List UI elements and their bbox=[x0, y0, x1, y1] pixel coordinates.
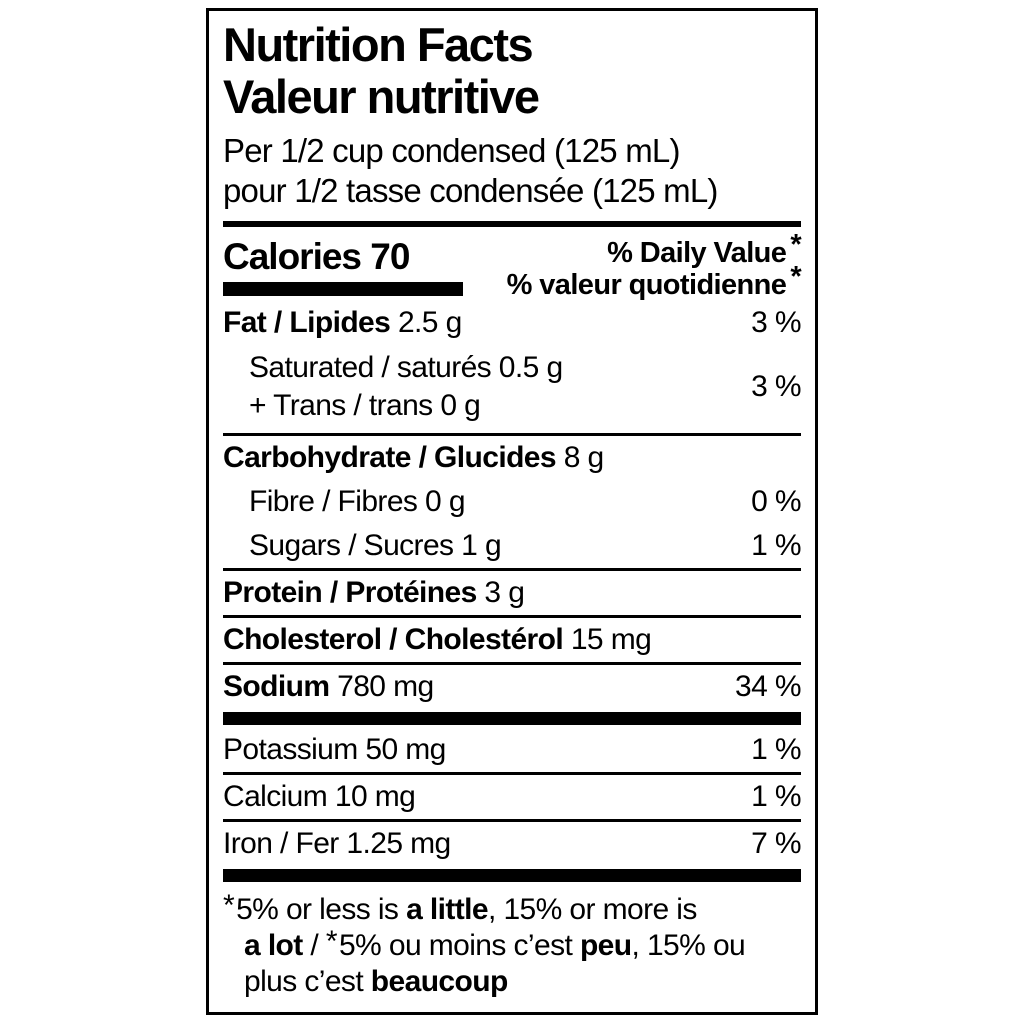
asterisk-icon: * bbox=[325, 925, 337, 958]
section-divider-bar bbox=[223, 712, 801, 725]
iron-daily-value: 7 % bbox=[751, 827, 801, 860]
daily-value-header-fr bbox=[506, 261, 801, 301]
fat-label bbox=[223, 307, 462, 339]
footnote-line-2 bbox=[223, 925, 801, 964]
title-en: Nutrition Facts bbox=[223, 18, 533, 71]
calories-label: Calories bbox=[223, 236, 362, 277]
footnote-text: / bbox=[302, 929, 326, 962]
footnote-line-3 bbox=[223, 964, 801, 1000]
asterisk-icon: * bbox=[790, 229, 801, 261]
footnote-text: , 15% ou bbox=[631, 929, 746, 962]
saturated-label: Saturated / saturés 0.5 g bbox=[249, 351, 563, 384]
row-carbohydrate bbox=[223, 436, 801, 480]
serving-size-en: Per 1/2 cup condensed (125 mL) bbox=[223, 132, 680, 169]
row-calcium bbox=[223, 775, 801, 819]
sodium-name: Sodium bbox=[223, 670, 330, 703]
row-fibre bbox=[223, 480, 801, 524]
sodium-label bbox=[223, 671, 434, 703]
sugars-daily-value: 1 % bbox=[751, 529, 801, 562]
protein-name: Protein / Protéines bbox=[223, 576, 477, 609]
protein-amount: 3 g bbox=[476, 576, 525, 609]
row-fat bbox=[223, 301, 801, 345]
cholesterol-label bbox=[223, 624, 651, 656]
sugars-label: Sugars / Sucres 1 g bbox=[249, 529, 502, 562]
saturated-trans-labels bbox=[223, 349, 563, 425]
fat-name: Fat / Lipides bbox=[223, 306, 391, 339]
sodium-amount: 780 mg bbox=[329, 670, 434, 703]
footnote-bold-a-lot: a lot bbox=[244, 929, 303, 962]
footnote-text: plus c’est bbox=[244, 965, 371, 998]
footnote-text: , 15% or more is bbox=[487, 893, 697, 926]
calcium-label: Calcium 10 mg bbox=[223, 780, 416, 813]
calories-block bbox=[223, 237, 463, 296]
footnote-text: 5% ou moins c’est bbox=[338, 929, 580, 962]
header-divider bbox=[223, 221, 801, 227]
daily-value-header bbox=[506, 229, 801, 301]
row-potassium bbox=[223, 728, 801, 772]
footnote-bold-peu: peu bbox=[579, 929, 632, 962]
calories-section bbox=[223, 229, 801, 301]
saturated-trans-daily-value: 3 % bbox=[751, 370, 801, 403]
calories-line bbox=[223, 237, 463, 277]
row-saturated-trans bbox=[223, 345, 801, 433]
serving-block bbox=[223, 131, 801, 211]
footnote-text: 5% or less is bbox=[236, 893, 407, 926]
fat-amount: 2.5 g bbox=[390, 306, 462, 339]
asterisk-icon: * bbox=[790, 261, 801, 293]
row-sodium bbox=[223, 665, 801, 709]
daily-value-header-en bbox=[507, 229, 801, 269]
sodium-daily-value: 34 % bbox=[735, 670, 801, 703]
footnote-line-1 bbox=[223, 889, 801, 928]
fat-daily-value: 3 % bbox=[751, 306, 801, 339]
footnote-bold-beaucoup: beaucoup bbox=[370, 965, 508, 998]
nutrition-facts-label bbox=[206, 8, 818, 1015]
asterisk-icon: * bbox=[223, 889, 235, 922]
serving-size-fr: pour 1/2 tasse condensée (125 mL) bbox=[223, 172, 718, 209]
fibre-label: Fibre / Fibres 0 g bbox=[249, 485, 465, 518]
calories-value: 70 bbox=[370, 236, 410, 277]
cholesterol-name: Cholesterol / Cholestérol bbox=[223, 623, 564, 656]
iron-label: Iron / Fer 1.25 mg bbox=[223, 827, 451, 860]
row-sugars bbox=[223, 524, 801, 568]
potassium-daily-value: 1 % bbox=[751, 733, 801, 766]
fibre-daily-value: 0 % bbox=[751, 485, 801, 518]
row-cholesterol bbox=[223, 618, 801, 662]
carbohydrate-name: Carbohydrate / Glucides bbox=[223, 441, 556, 474]
title-fr: Valeur nutritive bbox=[223, 70, 539, 123]
carbohydrate-label bbox=[223, 442, 604, 474]
potassium-label: Potassium 50 mg bbox=[223, 733, 446, 766]
section-divider-bar bbox=[223, 869, 801, 882]
footnote-bold-a-little: a little bbox=[406, 893, 488, 926]
daily-value-text-fr: % valeur quotidienne bbox=[506, 269, 787, 301]
trans-label: + Trans / trans 0 g bbox=[249, 389, 481, 422]
calcium-daily-value: 1 % bbox=[751, 780, 801, 813]
row-protein bbox=[223, 571, 801, 615]
daily-value-text-en: % Daily Value bbox=[607, 237, 787, 269]
footnote bbox=[223, 889, 801, 1000]
row-iron bbox=[223, 822, 801, 866]
protein-label bbox=[223, 577, 524, 609]
carbohydrate-amount: 8 g bbox=[555, 441, 604, 474]
cholesterol-amount: 15 mg bbox=[563, 623, 652, 656]
calories-underline-bar bbox=[223, 282, 463, 296]
